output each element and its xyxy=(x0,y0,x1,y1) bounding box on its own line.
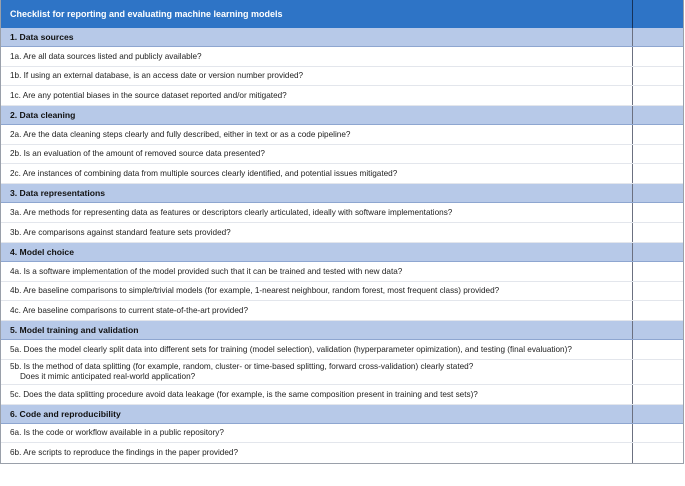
checklist-item xyxy=(1,301,683,321)
section-heading-row xyxy=(1,28,683,47)
section-heading: 3. Data representations xyxy=(1,184,633,202)
item-text: 4b. Are baseline comparisons to simple/trivial models (for example, 1-nearest neighbour, random forest, most frequent class) provided? xyxy=(1,282,633,300)
section-heading: 6. Code and reproducibility xyxy=(1,405,633,423)
section-heading-row xyxy=(1,321,683,340)
checklist-item xyxy=(1,203,683,223)
item-text: 4c. Are baseline comparisons to current state-of-the-art provided? xyxy=(1,301,633,320)
item-text: 3a. Are methods for representing data as features or descriptors clearly articulated, ideally with software implementations? xyxy=(1,203,633,222)
item-text: 1a. Are all data sources listed and publicly available? xyxy=(1,47,633,66)
item-text: 5c. Does the data splitting procedure avoid data leakage (for example, is the same composition present in training and test sets)? xyxy=(1,385,633,404)
section-heading-row xyxy=(1,184,683,203)
item-text: 5a. Does the model clearly split data into different sets for training (model selection), validation (hyperparameter opimization), and testing (final evaluation)? xyxy=(1,340,633,359)
section-heading: 5. Model training and validation xyxy=(1,321,633,339)
item-text: 2b. Is an evaluation of the amount of removed source data presented? xyxy=(1,145,633,163)
checklist-item xyxy=(1,424,683,443)
section-heading: 2. Data cleaning xyxy=(1,106,633,124)
section-heading-row xyxy=(1,106,683,125)
checklist-item xyxy=(1,125,683,145)
checklist-item xyxy=(1,164,683,184)
checklist-item xyxy=(1,443,683,464)
section-heading-row xyxy=(1,243,683,262)
checklist-item xyxy=(1,385,683,405)
checklist-item xyxy=(1,360,683,385)
section-heading: 4. Model choice xyxy=(1,243,633,261)
item-text-multiline xyxy=(1,360,633,384)
section-heading: 1. Data sources xyxy=(1,28,633,46)
checklist-item xyxy=(1,67,683,86)
item-text-line: Does it mimic anticipated real-world application? xyxy=(20,372,196,381)
item-text: 2a. Are the data cleaning steps clearly and fully described, either in text or as a code pipeline? xyxy=(1,125,633,144)
item-text: 3b. Are comparisons against standard feature sets provided? xyxy=(1,223,633,242)
checklist-item xyxy=(1,145,683,164)
item-text: 1c. Are any potential biases in the source dataset reported and/or mitigated? xyxy=(1,86,633,105)
checklist-item xyxy=(1,86,683,106)
item-text: 4a. Is a software implementation of the model provided such that it can be trained and tested with new data? xyxy=(1,262,633,281)
checklist-item xyxy=(1,282,683,301)
section-heading-row xyxy=(1,405,683,424)
checklist-item xyxy=(1,223,683,243)
checklist-item xyxy=(1,340,683,360)
table-title: Checklist for reporting and evaluating machine learning models xyxy=(1,0,633,28)
title-side-cell xyxy=(633,0,683,28)
item-text: 2c. Are instances of combining data from multiple sources clearly identified, and potential issues mitigated? xyxy=(1,164,633,183)
table-title-row xyxy=(1,0,683,28)
item-text: 6b. Are scripts to reproduce the findings in the paper provided? xyxy=(1,443,633,463)
checklist-item xyxy=(1,47,683,67)
item-text-line: 5b. Is the method of data splitting (for example, random, cluster- or time-based splitting, forward cross-validation) clearly stated? xyxy=(10,362,474,371)
item-text: 6a. Is the code or workflow available in a public repository? xyxy=(1,424,633,442)
item-text: 1b. If using an external database, is an access date or version number provided? xyxy=(1,67,633,85)
checklist-item xyxy=(1,262,683,282)
